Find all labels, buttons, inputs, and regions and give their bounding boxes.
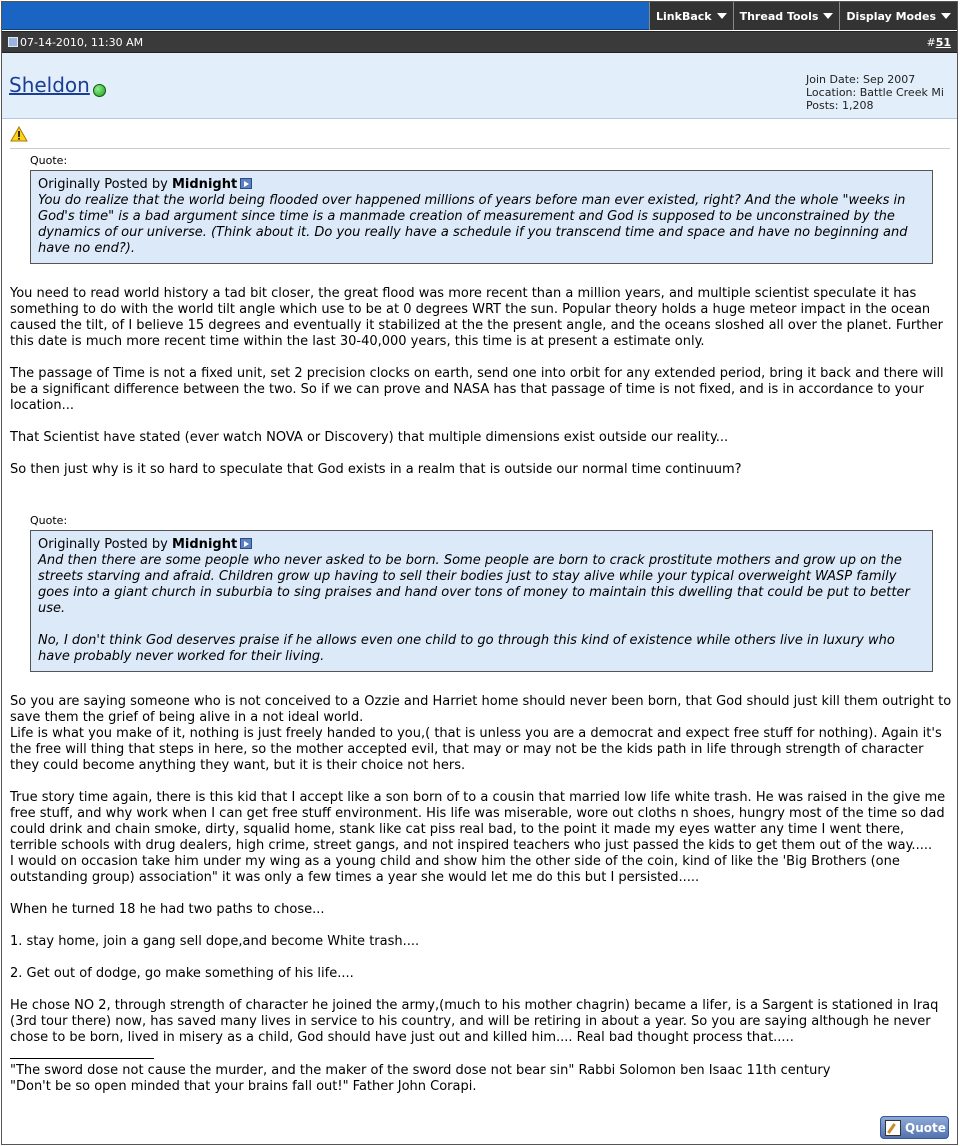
- quote-author: Midnight: [171, 177, 238, 192]
- paragraph: Life is what you make of it, nothing is just freely handed to you,( that is unless you are a democrat and expect free stuff for nothing). Again it's the free will thing that steps in here, so the mother accepted evil, that may or may not be the kids path in life through strength of character they could become anything they want, but it is their choice not hers.: [10, 726, 942, 773]
- quote-block: [30, 530, 933, 672]
- location: Location: Battle Creek Mi: [806, 86, 944, 99]
- online-status-icon: [93, 84, 106, 97]
- paragraph: When he turned 18 he had two paths to chose...: [10, 902, 325, 917]
- post-header: [2, 31, 957, 53]
- quote-label: Quote:: [30, 154, 68, 167]
- quote-text: No, I don't think God deserves praise if he allows even one child to go through this kind of existence while others live in luxury who have probably never worked for their living.: [38, 633, 895, 664]
- paragraph: The passage of Time is not a fixed unit, set 2 precision clocks on earth, send one into orbit for any extended period, bring it back and there will be a significant difference between the two. So if we can prove and NASA has that passage of time is not fixed, and is in accordance to your location...: [10, 366, 944, 413]
- posted-by-label: Originally Posted by: [38, 177, 168, 192]
- thread-tools-label: Thread Tools: [739, 9, 819, 23]
- quote-text: You do realize that the world being flooded over happened millions of years before man ever existed, right? And the whole "weeks in God's time" is a bad argument since time is a manmade creation of measurement and God is supposed to be unconstrained by the dynamics of our universe. (Think about it. Do you really have a schedule if you transcend time and space and have no beginning and have no end?).: [38, 193, 908, 256]
- quote-label: Quote:: [30, 514, 68, 527]
- chevron-down-icon: [941, 13, 951, 19]
- paragraph: That Scientist have stated (ever watch NOVA or Discovery) that multiple dimensions exist outside our reality...: [10, 430, 729, 445]
- quote-author: Midnight: [171, 537, 238, 552]
- username-link[interactable]: Sheldon: [9, 73, 90, 97]
- quote-attribution: [38, 537, 926, 553]
- post-container: [1, 1, 958, 1145]
- paragraph: True story time again, there is this kid that I accept like a son born of to a cousin that married low life white trash. He was raised in the give me free stuff, and why work when I can get free stuff environment. His life was miserable, wore out cloths n shoes, hungry most of the time so dad could drink and chain smoke, dirty, squalid home, stank like cat piss real bad, to the point it made my eyes watter any time I went there, terrible schools with drug dealers, high crime, street gangs, and not inspired teachers who just passed the kids to get them out of the way.....: [10, 790, 946, 853]
- chevron-down-icon: [717, 13, 727, 19]
- linkback-label: LinkBack: [656, 9, 712, 23]
- paragraph: So you are saying someone who is not conceived to a Ozzie and Harriet home should never been born, that God should just kill them outright to save them the grief of being alive in a not ideal world.: [10, 694, 952, 725]
- quote-button-label: Quote: [905, 1120, 946, 1135]
- warning-icon: [10, 126, 28, 142]
- thread-tools-menu[interactable]: [733, 2, 840, 30]
- posted-by-label: Originally Posted by: [38, 537, 168, 552]
- view-post-icon[interactable]: [240, 538, 252, 549]
- user-info: [2, 53, 957, 119]
- paragraph: 2. Get out of dodge, go make something of his life....: [10, 966, 354, 981]
- quote-button[interactable]: [880, 1116, 949, 1139]
- post-number: [926, 36, 951, 49]
- post-count: Posts: 1,208: [806, 99, 874, 112]
- quote-attribution: [38, 177, 926, 193]
- user-meta: [806, 73, 944, 112]
- paragraph: He chose NO 2, through strength of character he joined the army,(much to his mother chagrin) became a lifer, is a Sargent is stationed in Iraq (3rd tour there) now, has saved many lives in service to his country, and will be retiring in about a year. So you are saying although he never chose to be born, lived in misery as a child, God should have just out and killed him.... Real bad thought process that.....: [10, 998, 939, 1045]
- paragraph: 1. stay home, join a gang sell dope,and become White trash....: [10, 934, 420, 949]
- signature-line: "The sword dose not cause the murder, and the maker of the sword dose not bear sin" Rabbi Solomon ben Isaac 11th century: [10, 1063, 831, 1078]
- paragraph: I would on occasion take him under my wing as a young child and show him the other side of the coin, kind of like the 'Big Brothers (one outstanding group) association" it was only a few times a year she would let me do this but I persisted.....: [10, 854, 900, 885]
- quote-text: And then there are some people who never asked to be born. Some people are born to crack prostitute mothers and grow up on the streets starving and afraid. Children grow up having to sell their bodies just to stay alive while your typical overweight WASP family goes into a giant church in suburbia to sing praises and hand over tons of money to maintain this dwelling that could be put to better use.: [38, 553, 910, 616]
- paragraph: So then just why is it so hard to speculate that God exists in a realm that is outside our normal time continuum?: [10, 462, 742, 477]
- divider: [10, 148, 950, 149]
- signature-divider: [10, 1058, 154, 1059]
- paragraph: You need to read world history a tad bit closer, the great flood was more recent than a million years, and multiple scientist speculate it has something to do with the world tilt angle which use to be at 0 degrees WRT the sun. Popular theory holds a huge meteor impact in the ocean caused the tilt, of I believe 15 degrees and eventually it stabilized at the the present angle, and the oceans sloshed all over the planet. Further this date is much more recent time within the last 30-40,000 years, this time is at present a estimate only.: [10, 286, 943, 349]
- quote-block: [30, 170, 933, 264]
- post-date: 07-14-2010, 11:30 AM: [20, 35, 144, 49]
- post-icon: [8, 37, 18, 47]
- display-modes-menu[interactable]: [839, 2, 957, 30]
- post-body: [10, 154, 952, 1095]
- signature-line: "Don't be so open minded that your brains fall out!" Father John Corapi.: [10, 1079, 477, 1094]
- quote-pencil-icon: [885, 1120, 901, 1136]
- display-modes-label: Display Modes: [846, 9, 936, 23]
- thread-toolbar: [2, 2, 957, 30]
- post-number-prefix: #: [926, 35, 936, 49]
- view-post-icon[interactable]: [240, 178, 252, 189]
- join-date: Join Date: Sep 2007: [806, 73, 916, 86]
- chevron-down-icon: [823, 13, 833, 19]
- linkback-menu[interactable]: [649, 2, 733, 30]
- post-number-link[interactable]: 51: [935, 35, 951, 49]
